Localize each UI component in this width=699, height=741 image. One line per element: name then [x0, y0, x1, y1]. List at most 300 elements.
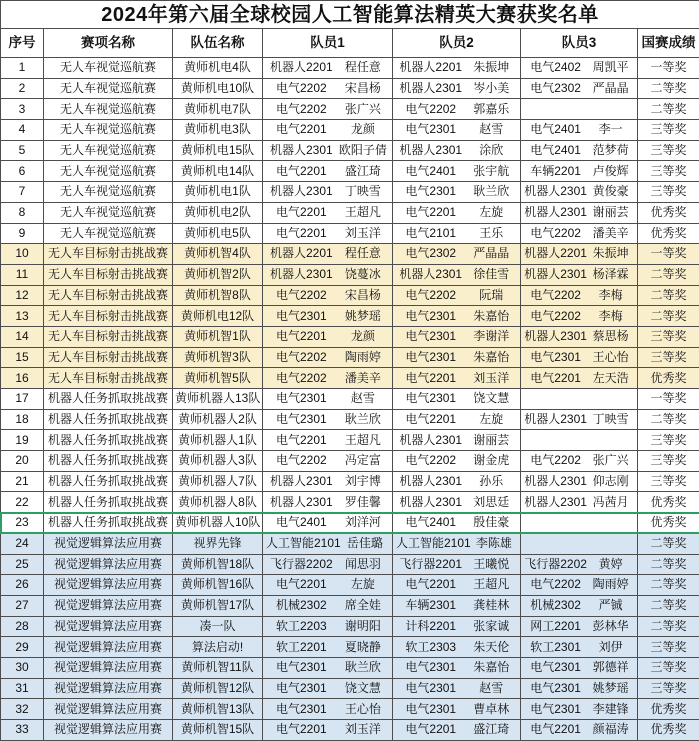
- cell-award[interactable]: 二等奖: [638, 78, 699, 99]
- cell-event-name[interactable]: 无人车视觉巡航赛: [44, 182, 173, 203]
- cell-member1[interactable]: [263, 471, 393, 492]
- cell-event-name[interactable]: 无人车目标射击挑战赛: [44, 368, 173, 389]
- member1-wrap: [266, 723, 389, 736]
- member1-wrap: [266, 434, 389, 447]
- member3-wrap: [524, 310, 634, 323]
- member1-class: 软工2203: [266, 620, 337, 633]
- cell-team-name[interactable]: 黄师机智17队: [173, 595, 263, 616]
- cell-row-number[interactable]: 3: [1, 99, 44, 120]
- cell-member3[interactable]: [521, 389, 638, 410]
- cell-member3[interactable]: [521, 244, 638, 265]
- cell-row-number[interactable]: 23: [1, 513, 44, 534]
- cell-member3[interactable]: [521, 264, 638, 285]
- member3-class: 电气2202: [524, 227, 587, 240]
- cell-member1[interactable]: [263, 285, 393, 306]
- cell-award[interactable]: 二等奖: [638, 409, 699, 430]
- cell-row-number[interactable]: 5: [1, 140, 44, 161]
- cell-event-name[interactable]: 视觉逻辑算法应用赛: [44, 616, 173, 637]
- cell-member3[interactable]: [521, 678, 638, 699]
- cell-member1[interactable]: [263, 389, 393, 410]
- cell-award[interactable]: 一等奖: [638, 58, 699, 79]
- cell-award[interactable]: 二等奖: [638, 533, 699, 554]
- member1-wrap: [266, 247, 389, 260]
- cell-event-name[interactable]: 视觉逻辑算法应用赛: [44, 533, 173, 554]
- table-row: [1, 554, 699, 575]
- cell-award[interactable]: 二等奖: [638, 616, 699, 637]
- cell-member2[interactable]: [393, 78, 521, 99]
- cell-row-number[interactable]: 14: [1, 326, 44, 347]
- cell-event-name[interactable]: 机器人任务抓取挑战赛: [44, 451, 173, 472]
- cell-team-name[interactable]: 黄师机电3队: [173, 120, 263, 141]
- cell-award[interactable]: 三等奖: [638, 430, 699, 451]
- cell-team-name[interactable]: 黄师机器人13队: [173, 389, 263, 410]
- cell-member2[interactable]: [393, 244, 521, 265]
- cell-member3[interactable]: [521, 533, 638, 554]
- member3-name: 杨泽霖: [587, 268, 634, 281]
- cell-member3[interactable]: [521, 492, 638, 513]
- cell-member2[interactable]: [393, 264, 521, 285]
- cell-team-name[interactable]: 黄师机智5队: [173, 368, 263, 389]
- cell-row-number[interactable]: 8: [1, 202, 44, 223]
- cell-award[interactable]: 二等奖: [638, 264, 699, 285]
- cell-row-number[interactable]: 29: [1, 637, 44, 658]
- cell-event-name[interactable]: 视觉逻辑算法应用赛: [44, 637, 173, 658]
- cell-member2[interactable]: [393, 202, 521, 223]
- cell-member1[interactable]: [263, 595, 393, 616]
- cell-team-name[interactable]: 黄师机智15队: [173, 720, 263, 741]
- cell-member3[interactable]: [521, 430, 638, 451]
- cell-member3[interactable]: [521, 368, 638, 389]
- col-header-member1[interactable]: 队员1: [263, 29, 393, 58]
- cell-team-name[interactable]: 黄师机智13队: [173, 699, 263, 720]
- cell-award[interactable]: 二等奖: [638, 554, 699, 575]
- cell-member2[interactable]: [393, 409, 521, 430]
- cell-member3[interactable]: [521, 161, 638, 182]
- cell-row-number[interactable]: 10: [1, 244, 44, 265]
- member3-name: 朱振坤: [587, 247, 634, 260]
- cell-team-name[interactable]: 黄师机电15队: [173, 140, 263, 161]
- cell-award[interactable]: 三等奖: [638, 657, 699, 678]
- cell-member2[interactable]: [393, 140, 521, 161]
- cell-award[interactable]: 三等奖: [638, 326, 699, 347]
- cell-event-name[interactable]: 视觉逻辑算法应用赛: [44, 554, 173, 575]
- cell-award[interactable]: 二等奖: [638, 306, 699, 327]
- cell-member2[interactable]: [393, 161, 521, 182]
- member3-name: 黄俊豪: [587, 185, 634, 198]
- table-row: [1, 58, 699, 79]
- member2-class: 电气2301: [396, 351, 466, 364]
- cell-event-name[interactable]: 无人车目标射击挑战赛: [44, 264, 173, 285]
- cell-member1[interactable]: [263, 264, 393, 285]
- cell-event-name[interactable]: 视觉逻辑算法应用赛: [44, 657, 173, 678]
- member1-name: 席全娃: [337, 599, 389, 612]
- cell-member1[interactable]: [263, 202, 393, 223]
- cell-member3[interactable]: [521, 720, 638, 741]
- cell-member1[interactable]: [263, 99, 393, 120]
- member1-wrap: [266, 268, 389, 281]
- cell-member2[interactable]: [393, 285, 521, 306]
- cell-event-name[interactable]: 机器人任务抓取挑战赛: [44, 513, 173, 534]
- cell-row-number[interactable]: 19: [1, 430, 44, 451]
- cell-team-name[interactable]: 黄师机器人3队: [173, 451, 263, 472]
- cell-row-number[interactable]: 16: [1, 368, 44, 389]
- member1-class: 电气2201: [266, 330, 337, 343]
- cell-member3[interactable]: [521, 99, 638, 120]
- cell-row-number[interactable]: 31: [1, 678, 44, 699]
- member1-name: 刘洋河: [337, 516, 389, 529]
- member2-class: 电气2301: [396, 661, 466, 674]
- cell-member3[interactable]: [521, 409, 638, 430]
- member1-name: 饶文慧: [337, 682, 389, 695]
- member1-class: 电气2202: [266, 289, 337, 302]
- col-header-event[interactable]: 赛项名称: [44, 29, 173, 58]
- cell-team-name[interactable]: 黄师机器人1队: [173, 430, 263, 451]
- member2-name: 阮瑞: [466, 289, 517, 302]
- cell-team-name[interactable]: 黄师机电10队: [173, 78, 263, 99]
- cell-member2[interactable]: [393, 533, 521, 554]
- cell-member3[interactable]: [521, 120, 638, 141]
- cell-award[interactable]: 二等奖: [638, 285, 699, 306]
- cell-member3[interactable]: [521, 202, 638, 223]
- cell-member1[interactable]: [263, 347, 393, 368]
- cell-member1[interactable]: [263, 554, 393, 575]
- cell-member1[interactable]: [263, 140, 393, 161]
- cell-row-number[interactable]: 2: [1, 78, 44, 99]
- member3-class: 电气2201: [524, 372, 587, 385]
- cell-team-name[interactable]: 算法启动!: [173, 637, 263, 658]
- cell-award[interactable]: 三等奖: [638, 347, 699, 368]
- cell-row-number[interactable]: 4: [1, 120, 44, 141]
- member1-wrap: [266, 558, 389, 571]
- cell-member1[interactable]: [263, 430, 393, 451]
- cell-member3[interactable]: [521, 182, 638, 203]
- cell-team-name[interactable]: 黄师机智11队: [173, 657, 263, 678]
- cell-team-name[interactable]: 视界先锋: [173, 533, 263, 554]
- member1-name: 王超凡: [337, 434, 389, 447]
- member2-wrap: [396, 723, 517, 736]
- cell-member1[interactable]: [263, 409, 393, 430]
- cell-team-name[interactable]: 黄师机智4队: [173, 244, 263, 265]
- cell-member1[interactable]: [263, 120, 393, 141]
- cell-member2[interactable]: [393, 99, 521, 120]
- member2-class: 电气2301: [396, 392, 466, 405]
- cell-member3[interactable]: [521, 306, 638, 327]
- cell-award[interactable]: 三等奖: [638, 451, 699, 472]
- cell-team-name[interactable]: 黄师机器人10队: [173, 513, 263, 534]
- member3-wrap: [524, 723, 634, 736]
- table-row: [1, 616, 699, 637]
- cell-member2[interactable]: [393, 595, 521, 616]
- cell-row-number[interactable]: 20: [1, 451, 44, 472]
- cell-member3[interactable]: [521, 78, 638, 99]
- member3-name: 蔡思杨: [587, 330, 634, 343]
- col-header-award[interactable]: 国赛成绩: [638, 29, 699, 58]
- cell-award[interactable]: 二等奖: [638, 99, 699, 120]
- cell-member2[interactable]: [393, 430, 521, 451]
- cell-member1[interactable]: [263, 616, 393, 637]
- cell-team-name[interactable]: 黄师机电12队: [173, 306, 263, 327]
- cell-row-number[interactable]: 27: [1, 595, 44, 616]
- col-header-member3[interactable]: 队员3: [521, 29, 638, 58]
- cell-member2[interactable]: [393, 492, 521, 513]
- cell-event-name[interactable]: 无人车目标射击挑战赛: [44, 244, 173, 265]
- cell-row-number[interactable]: 30: [1, 657, 44, 678]
- cell-row-number[interactable]: 26: [1, 575, 44, 596]
- member2-wrap: [396, 165, 517, 178]
- cell-member1[interactable]: [263, 223, 393, 244]
- cell-row-number[interactable]: 17: [1, 389, 44, 410]
- member3-name: 李梅: [587, 289, 634, 302]
- member2-name: 朱天伦: [466, 641, 517, 654]
- cell-member1[interactable]: [263, 182, 393, 203]
- cell-member3[interactable]: [521, 285, 638, 306]
- cell-member2[interactable]: [393, 223, 521, 244]
- cell-row-number[interactable]: 9: [1, 223, 44, 244]
- member1-name: 左旋: [337, 578, 389, 591]
- cell-member2[interactable]: [393, 678, 521, 699]
- cell-team-name[interactable]: 黄师机智2队: [173, 264, 263, 285]
- cell-row-number[interactable]: 15: [1, 347, 44, 368]
- member2-name: 张宇航: [466, 165, 517, 178]
- cell-member2[interactable]: [393, 58, 521, 79]
- cell-member2[interactable]: [393, 513, 521, 534]
- cell-member2[interactable]: [393, 326, 521, 347]
- cell-award[interactable]: 优秀奖: [638, 699, 699, 720]
- cell-event-name[interactable]: 视觉逻辑算法应用赛: [44, 595, 173, 616]
- cell-award[interactable]: 二等奖: [638, 575, 699, 596]
- cell-event-name[interactable]: 无人车视觉巡航赛: [44, 202, 173, 223]
- member3-wrap: [524, 558, 634, 571]
- cell-award[interactable]: 三等奖: [638, 161, 699, 182]
- cell-award[interactable]: 三等奖: [638, 678, 699, 699]
- cell-member3[interactable]: [521, 657, 638, 678]
- member1-class: 电气2201: [266, 578, 337, 591]
- cell-event-name[interactable]: 视觉逻辑算法应用赛: [44, 678, 173, 699]
- cell-award[interactable]: 一等奖: [638, 244, 699, 265]
- cell-member1[interactable]: [263, 533, 393, 554]
- cell-award[interactable]: 三等奖: [638, 120, 699, 141]
- cell-team-name[interactable]: 黄师机智3队: [173, 347, 263, 368]
- member1-class: 电气2202: [266, 103, 337, 116]
- cell-event-name[interactable]: 机器人任务抓取挑战赛: [44, 430, 173, 451]
- cell-award[interactable]: 优秀奖: [638, 513, 699, 534]
- cell-event-name[interactable]: 无人车视觉巡航赛: [44, 223, 173, 244]
- member2-wrap: [396, 82, 517, 95]
- member2-wrap: [396, 682, 517, 695]
- cell-award[interactable]: 优秀奖: [638, 202, 699, 223]
- cell-member2[interactable]: [393, 347, 521, 368]
- cell-member1[interactable]: [263, 58, 393, 79]
- cell-award[interactable]: 优秀奖: [638, 368, 699, 389]
- member2-wrap: [396, 61, 517, 74]
- member3-name: 卢俊辉: [587, 165, 634, 178]
- cell-member3[interactable]: [521, 326, 638, 347]
- member3-class: 电气2202: [524, 289, 587, 302]
- cell-award[interactable]: 三等奖: [638, 182, 699, 203]
- cell-member2[interactable]: [393, 575, 521, 596]
- cell-member3[interactable]: [521, 616, 638, 637]
- cell-event-name[interactable]: 无人车视觉巡航赛: [44, 140, 173, 161]
- cell-member1[interactable]: [263, 699, 393, 720]
- cell-team-name[interactable]: 黄师机电2队: [173, 202, 263, 223]
- cell-event-name[interactable]: 视觉逻辑算法应用赛: [44, 720, 173, 741]
- page-title: 2024年第六届全球校园人工智能算法精英大赛获奖名单: [1, 1, 699, 29]
- member3-wrap: [524, 703, 634, 716]
- cell-team-name[interactable]: 黄师机器人2队: [173, 409, 263, 430]
- col-header-team[interactable]: 队伍名称: [173, 29, 263, 58]
- cell-row-number[interactable]: 22: [1, 492, 44, 513]
- member2-class: 机器人2301: [396, 496, 466, 509]
- cell-event-name[interactable]: 机器人任务抓取挑战赛: [44, 471, 173, 492]
- cell-member3[interactable]: [521, 554, 638, 575]
- cell-event-name[interactable]: 机器人任务抓取挑战赛: [44, 389, 173, 410]
- cell-row-number[interactable]: 21: [1, 471, 44, 492]
- cell-event-name[interactable]: 视觉逻辑算法应用赛: [44, 575, 173, 596]
- cell-member1[interactable]: [263, 244, 393, 265]
- cell-member3[interactable]: [521, 140, 638, 161]
- cell-team-name[interactable]: 黄师机电4队: [173, 58, 263, 79]
- member1-name: 夏晓静: [337, 641, 389, 654]
- cell-member2[interactable]: [393, 657, 521, 678]
- cell-member1[interactable]: [263, 575, 393, 596]
- member1-class: 电气2301: [266, 661, 337, 674]
- cell-row-number[interactable]: 18: [1, 409, 44, 430]
- cell-row-number[interactable]: 11: [1, 264, 44, 285]
- cell-row-number[interactable]: 6: [1, 161, 44, 182]
- cell-event-name[interactable]: 视觉逻辑算法应用赛: [44, 699, 173, 720]
- cell-member2[interactable]: [393, 368, 521, 389]
- member1-class: 电气2202: [266, 82, 337, 95]
- cell-award[interactable]: 优秀奖: [638, 492, 699, 513]
- cell-member3[interactable]: [521, 699, 638, 720]
- cell-event-name[interactable]: 无人车视觉巡航赛: [44, 58, 173, 79]
- cell-team-name[interactable]: 黄师机电7队: [173, 99, 263, 120]
- member1-wrap: [266, 61, 389, 74]
- cell-member1[interactable]: [263, 657, 393, 678]
- member3-class: 机器人2301: [524, 185, 587, 198]
- cell-member2[interactable]: [393, 471, 521, 492]
- cell-member3[interactable]: [521, 575, 638, 596]
- cell-row-number[interactable]: 32: [1, 699, 44, 720]
- cell-member2[interactable]: [393, 451, 521, 472]
- cell-member2[interactable]: [393, 182, 521, 203]
- cell-member2[interactable]: [393, 389, 521, 410]
- cell-row-number[interactable]: 1: [1, 58, 44, 79]
- cell-member3[interactable]: [521, 58, 638, 79]
- cell-team-name[interactable]: 黄师机智8队: [173, 285, 263, 306]
- table-row: [1, 182, 699, 203]
- cell-award[interactable]: 二等奖: [638, 595, 699, 616]
- cell-team-name[interactable]: 黄师机智16队: [173, 575, 263, 596]
- cell-member1[interactable]: [263, 678, 393, 699]
- cell-event-name[interactable]: 无人车目标射击挑战赛: [44, 326, 173, 347]
- cell-member1[interactable]: [263, 161, 393, 182]
- member1-name: 盛江琦: [337, 165, 389, 178]
- cell-award[interactable]: 一等奖: [638, 389, 699, 410]
- cell-member2[interactable]: [393, 637, 521, 658]
- cell-team-name[interactable]: 凑一队: [173, 616, 263, 637]
- table-row: [1, 202, 699, 223]
- cell-team-name[interactable]: 黄师机电1队: [173, 182, 263, 203]
- member2-name: 赵雪: [466, 123, 517, 136]
- col-header-member2[interactable]: 队员2: [393, 29, 521, 58]
- cell-team-name[interactable]: 黄师机智18队: [173, 554, 263, 575]
- cell-event-name[interactable]: 机器人任务抓取挑战赛: [44, 409, 173, 430]
- cell-member1[interactable]: [263, 326, 393, 347]
- cell-award[interactable]: 三等奖: [638, 471, 699, 492]
- cell-event-name[interactable]: 无人车视觉巡航赛: [44, 78, 173, 99]
- cell-member2[interactable]: [393, 720, 521, 741]
- cell-member1[interactable]: [263, 78, 393, 99]
- cell-award[interactable]: 三等奖: [638, 140, 699, 161]
- cell-team-name[interactable]: 黄师机智12队: [173, 678, 263, 699]
- cell-event-name[interactable]: 无人车目标射击挑战赛: [44, 285, 173, 306]
- cell-member2[interactable]: [393, 306, 521, 327]
- cell-row-number[interactable]: 25: [1, 554, 44, 575]
- cell-award[interactable]: 优秀奖: [638, 720, 699, 741]
- cell-member2[interactable]: [393, 120, 521, 141]
- cell-member1[interactable]: [263, 637, 393, 658]
- member2-name: 朱嘉怡: [466, 351, 517, 364]
- member3-class: 机器人2301: [524, 475, 587, 488]
- cell-member3[interactable]: [521, 471, 638, 492]
- cell-member3[interactable]: [521, 451, 638, 472]
- member1-wrap: [266, 454, 389, 467]
- cell-member1[interactable]: [263, 306, 393, 327]
- cell-member1[interactable]: [263, 720, 393, 741]
- member1-name: 欧阳子倩: [337, 144, 389, 157]
- col-header-no[interactable]: 序号: [1, 29, 44, 58]
- cell-member3[interactable]: [521, 595, 638, 616]
- cell-row-number[interactable]: 7: [1, 182, 44, 203]
- cell-team-name[interactable]: 黄师机器人8队: [173, 492, 263, 513]
- cell-member3[interactable]: [521, 637, 638, 658]
- cell-event-name[interactable]: 无人车目标射击挑战赛: [44, 306, 173, 327]
- cell-team-name[interactable]: 黄师机电5队: [173, 223, 263, 244]
- cell-row-number[interactable]: 12: [1, 285, 44, 306]
- cell-member2[interactable]: [393, 554, 521, 575]
- cell-event-name[interactable]: 无人车视觉巡航赛: [44, 161, 173, 182]
- cell-row-number[interactable]: 13: [1, 306, 44, 327]
- cell-event-name[interactable]: 无人车视觉巡航赛: [44, 99, 173, 120]
- cell-member1[interactable]: [263, 368, 393, 389]
- cell-event-name[interactable]: 无人车视觉巡航赛: [44, 120, 173, 141]
- cell-member2[interactable]: [393, 699, 521, 720]
- member2-class: 电气2301: [396, 682, 466, 695]
- member1-class: 电气2301: [266, 413, 337, 426]
- cell-row-number[interactable]: 28: [1, 616, 44, 637]
- cell-member1[interactable]: [263, 492, 393, 513]
- cell-member1[interactable]: [263, 513, 393, 534]
- cell-member1[interactable]: [263, 451, 393, 472]
- table-row: [1, 720, 699, 741]
- member2-class: 机器人2301: [396, 268, 466, 281]
- cell-member2[interactable]: [393, 616, 521, 637]
- cell-award[interactable]: 优秀奖: [638, 223, 699, 244]
- cell-award[interactable]: 三等奖: [638, 637, 699, 658]
- cell-event-name[interactable]: 机器人任务抓取挑战赛: [44, 492, 173, 513]
- cell-member3[interactable]: [521, 347, 638, 368]
- cell-row-number[interactable]: 24: [1, 533, 44, 554]
- cell-event-name[interactable]: 无人车目标射击挑战赛: [44, 347, 173, 368]
- cell-member3[interactable]: [521, 223, 638, 244]
- cell-team-name[interactable]: 黄师机智1队: [173, 326, 263, 347]
- member2-class: 电气2401: [396, 165, 466, 178]
- cell-row-number[interactable]: 33: [1, 720, 44, 741]
- cell-team-name[interactable]: 黄师机器人7队: [173, 471, 263, 492]
- cell-member3[interactable]: [521, 513, 638, 534]
- cell-team-name[interactable]: 黄师机电14队: [173, 161, 263, 182]
